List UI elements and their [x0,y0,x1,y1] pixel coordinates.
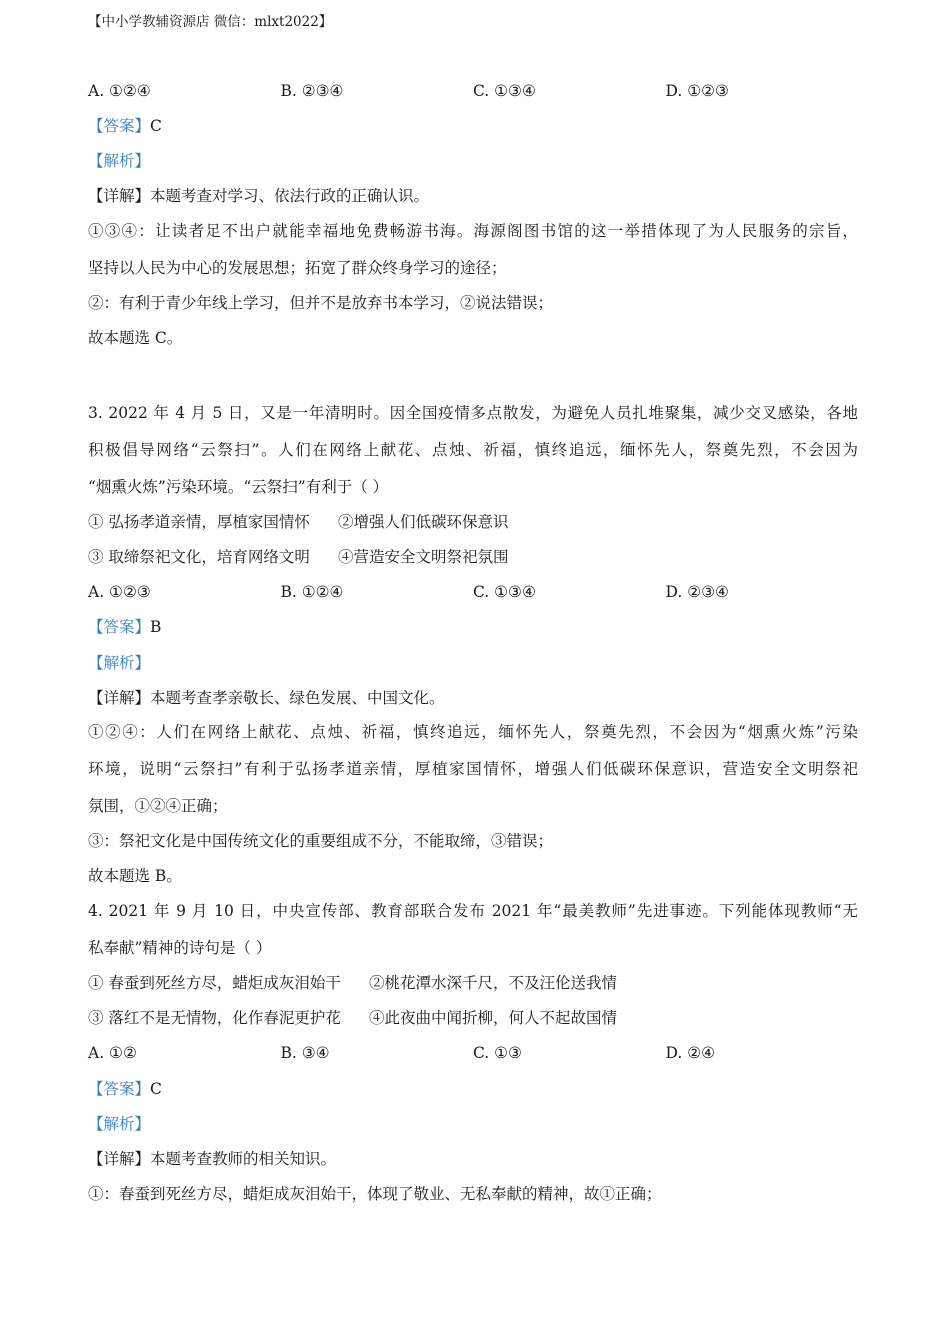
q3-explanation-1b: 环境，说明“云祭扫”有利于弘扬孝道亲情，厚植家国情怀，增强人们低碳环保意识，营造安全文明祭祀 [88,760,858,778]
q4-choice-1: ① 春蚕到死丝方尽，蜡炬成灰泪始干 [88,974,341,992]
q4-choice-4: ④此夜曲中闻折柳，何人不起故国情 [368,1009,617,1027]
q2-detail [88,185,858,207]
q2-options [88,80,858,102]
q3-analysis-tag: 【解析】 [88,654,151,672]
q4-choice-3: ③ 落红不是无情物，化作春泥更护花 [88,1009,341,1027]
q4-analysis-tag: 【解析】 [88,1115,151,1133]
q3-options [88,581,858,603]
q4-answer-tag: 【答案】 [88,1080,151,1098]
q2-answer-tag: 【答案】 [88,117,151,135]
q3-detail-text: 本题考查孝亲敬长、绿色发展、中国文化。 [150,689,445,707]
q3-choice-2: ②增强人们低碳环保意识 [337,513,509,531]
q2-explanation-2: ②：有利于青少年线上学习，但并不是放弃书本学习，②说法错误； [88,294,554,312]
q4-options [88,1042,858,1064]
q4-detail-text: 本题考查教师的相关知识。 [150,1150,337,1168]
q2-option-b: B. ②③④ [280,82,344,100]
q3-choices-row-2 [88,546,858,568]
q3-explanation-2: ③：祭祀文化是中国传统文化的重要组成不分，不能取缔，③错误； [88,832,554,850]
q3-explanation-1c: 氛围，①②④正确； [88,797,228,815]
q4-answer-value: C [150,1080,162,1098]
q3-option-b: B. ①②④ [280,583,344,601]
q4-choices-row-2 [88,1007,858,1029]
q4-detail [88,1148,858,1170]
q3-answer [88,616,858,638]
q2-explanation-1a: ①③④：让读者足不出户就能幸福地免费畅游书海。海源阁图书馆的这一举措体现了为人民服务的宗旨， [88,222,858,240]
q4-stem-1: 4. 2021 年 9 月 10 日，中央宣传部、教育部联合发布 2021 年“最美教师”先进事迹。下列能体现教师“无 [88,902,858,920]
q3-stem-3: “烟熏火炼”污染环境。“云祭扫”有利于（ ） [88,478,389,496]
q3-stem-1: 3. 2022 年 4 月 5 日，又是一年清明时。因全国疫情多点散发，为避免人员扎堆聚集，减少交叉感染，各地 [88,404,858,422]
q3-option-d: D. ②③④ [665,583,729,601]
page-header: 【中小学教辅资源店 微信：mlxt2022】 [88,14,333,30]
q4-stem-2: 私奉献”精神的诗句是（ ） [88,939,272,957]
q3-choices-row-1 [88,511,858,533]
q4-explanation-1: ①：春蚕到死丝方尽，蜡炬成灰泪始干，体现了敬业、无私奉献的精神，故①正确； [88,1185,662,1203]
q2-option-c: C. ①③④ [473,82,536,100]
q4-option-c: C. ①③ [473,1044,522,1062]
q3-explanation-1a: ①②④：人们在网络上献花、点烛、祈福，慎终追远，缅怀先人，祭奠先烈，不会因为“烟熏火炼”污染 [88,723,858,741]
q2-conclusion: 故本题选 C。 [88,329,183,347]
q4-option-a: A. ①② [88,1044,137,1062]
q4-choices-row-1 [88,972,858,994]
q4-detail-tag: 【详解】 [88,1150,151,1168]
q4-choice-2: ②桃花潭水深千尺，不及汪伦送我情 [368,974,617,992]
q3-choice-3: ③ 取缔祭祀文化，培育网络文明 [88,548,310,566]
q2-detail-tag: 【详解】 [88,187,151,205]
q3-stem-2: 积极倡导网络“云祭扫”。人们在网络上献花、点烛、祈福，慎终追远，缅怀先人，祭奠先烈，不会因为 [88,441,858,459]
q3-detail [88,687,858,709]
q3-option-a: A. ①②③ [88,583,151,601]
q3-detail-tag: 【详解】 [88,689,151,707]
q4-answer [88,1078,858,1100]
q3-answer-tag: 【答案】 [88,618,151,636]
q3-choice-1: ① 弘扬孝道亲情，厚植家国情怀 [88,513,310,531]
q2-explanation-1b: 坚持以人民为中心的发展思想；拓宽了群众终身学习的途径； [88,259,507,277]
q2-detail-text: 本题考查对学习、依法行政的正确认识。 [150,187,430,205]
q2-answer [88,115,858,137]
q4-option-b: B. ③④ [280,1044,330,1062]
q2-option-a: A. ①②④ [88,82,151,100]
q3-answer-value: B [150,618,162,636]
q3-choice-4: ④营造安全文明祭祀氛围 [337,548,509,566]
q3-conclusion: 故本题选 B。 [88,867,182,885]
q2-analysis-tag: 【解析】 [88,152,151,170]
q2-answer-value: C [150,117,162,135]
q2-option-d: D. ①②③ [665,82,729,100]
q3-option-c: C. ①③④ [473,583,536,601]
q4-option-d: D. ②④ [665,1044,716,1062]
